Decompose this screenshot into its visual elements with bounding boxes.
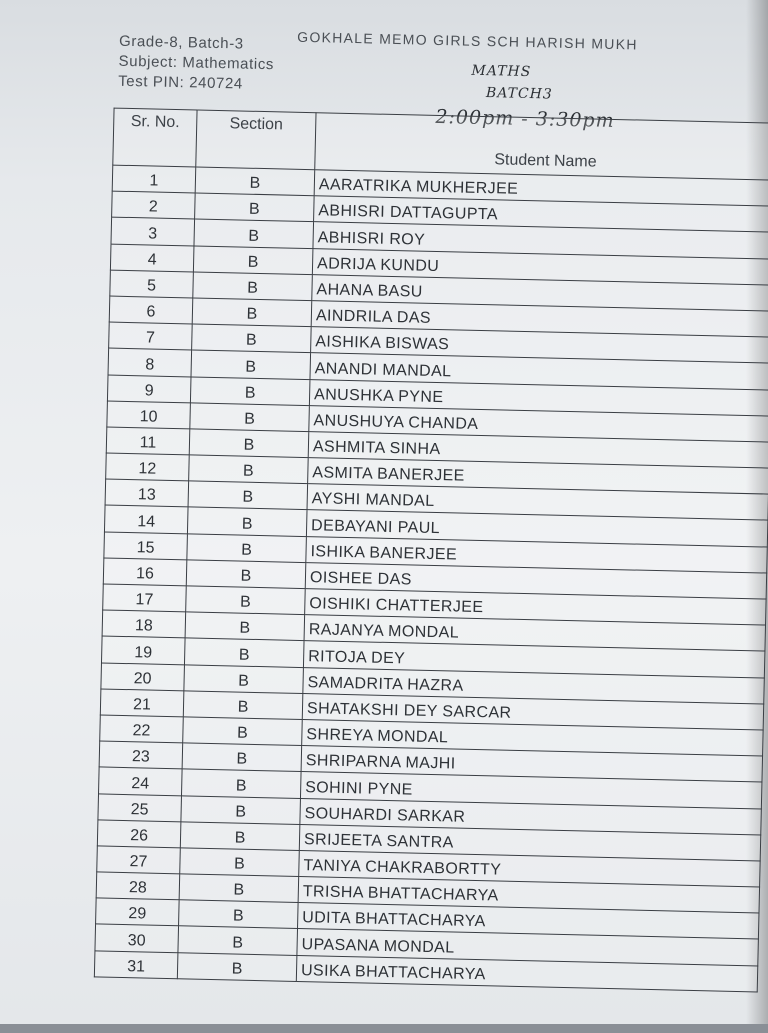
section-cell: B — [179, 900, 299, 929]
sr-no-cell: 17 — [103, 584, 187, 612]
header-sr-no: Sr. No. — [113, 108, 197, 167]
sr-no-cell: 5 — [110, 270, 194, 298]
sr-no-cell: 27 — [97, 846, 181, 874]
student-name-cell: TANIYA CHAKRABORTTY — [299, 850, 760, 887]
student-name-cell: AHANA BASU — [312, 274, 768, 311]
section-cell: B — [195, 193, 315, 222]
student-name-cell: ANUSHUYA CHANDA — [309, 405, 768, 442]
sr-no-cell: 29 — [96, 898, 180, 926]
section-cell: B — [192, 298, 312, 327]
student-name-cell: ABHISRI ROY — [313, 222, 768, 259]
sr-no-cell: 3 — [111, 217, 195, 245]
student-name-cell: RAJANYA MONDAL — [304, 615, 765, 652]
section-cell: B — [190, 403, 310, 432]
student-name-cell: ADRIJA KUNDU — [312, 248, 768, 285]
student-name-cell: SOHINI PYNE — [300, 772, 761, 809]
handwritten-time-note: 2:00pm - 3:30pm — [435, 105, 615, 132]
student-name-cell: AISHIKA BISWAS — [311, 327, 768, 364]
section-cell: B — [181, 795, 301, 824]
section-cell: B — [190, 376, 310, 405]
sr-no-cell: 25 — [98, 793, 182, 821]
section-cell: B — [195, 167, 315, 196]
grade-batch-label: Grade-8, Batch-3 — [118, 32, 244, 53]
sr-no-cell: 22 — [100, 715, 184, 743]
sr-no-cell: 12 — [106, 453, 190, 481]
student-name-cell: SOUHARDI SARKAR — [300, 798, 761, 835]
student-name-cell: RITOJA DEY — [303, 641, 764, 678]
section-cell: B — [186, 560, 306, 589]
student-name-cell: SHRIPARNA MAJHI — [301, 746, 762, 783]
test-pin-label: Test PIN: 240724 — [117, 72, 244, 93]
student-name-cell: AYSHI MANDAL — [307, 484, 768, 521]
section-cell: B — [182, 769, 302, 798]
student-name-cell: ANUSHKA PYNE — [309, 379, 768, 416]
sr-no-cell: 11 — [106, 427, 190, 455]
sr-no-cell: 6 — [109, 296, 193, 324]
student-roster-table — [94, 105, 768, 993]
section-cell: B — [191, 350, 311, 379]
section-cell: B — [192, 324, 312, 353]
sr-no-cell: 2 — [112, 191, 196, 219]
sr-no-cell: 1 — [112, 165, 196, 193]
student-name-cell: AINDRILA DAS — [311, 301, 768, 338]
handwritten-batch-note: BATCH3 — [485, 85, 553, 103]
sr-no-cell: 31 — [94, 951, 178, 979]
section-cell: B — [189, 429, 309, 458]
section-cell: B — [179, 874, 299, 903]
student-name-cell: SRIJEETA SANTRA — [299, 824, 760, 861]
section-cell: B — [178, 926, 298, 955]
section-cell: B — [183, 691, 303, 720]
sr-no-cell: 18 — [102, 610, 186, 638]
sr-no-cell: 15 — [104, 532, 188, 560]
student-name-cell: ABHISRI DATTAGUPTA — [314, 196, 768, 233]
section-cell: B — [188, 481, 308, 510]
section-cell: B — [193, 246, 313, 275]
student-name-cell: DEBAYANI PAUL — [306, 510, 767, 547]
student-name-cell: OISHIKI CHATTERJEE — [305, 589, 766, 626]
section-cell: B — [186, 586, 306, 615]
section-cell: B — [187, 534, 307, 563]
student-name-cell: ISHIKA BANERJEE — [306, 536, 767, 573]
section-cell: B — [185, 612, 305, 641]
sr-no-cell: 21 — [100, 689, 184, 717]
section-cell: B — [187, 507, 307, 536]
sr-no-cell: 19 — [101, 636, 185, 664]
student-name-cell: ASHMITA SINHA — [308, 431, 768, 468]
section-cell: B — [193, 272, 313, 301]
student-name-cell: USIKA BHATTACHARYA — [296, 955, 757, 992]
section-cell: B — [194, 219, 314, 248]
sr-no-cell: 23 — [99, 741, 183, 769]
student-name-cell: OISHEE DAS — [305, 562, 766, 599]
sr-no-cell: 13 — [105, 479, 189, 507]
sr-no-cell: 8 — [108, 348, 192, 376]
section-cell: B — [182, 743, 302, 772]
subject-label: Subject: Mathematics — [118, 52, 275, 74]
sr-no-cell: 7 — [109, 322, 193, 350]
sr-no-cell: 28 — [96, 872, 180, 900]
handwritten-subject-note: MATHS — [471, 62, 532, 81]
sr-no-cell: 16 — [103, 558, 187, 586]
header-student-name: Student Name — [315, 113, 768, 180]
roster-body — [94, 165, 768, 992]
section-cell: B — [183, 717, 303, 746]
sr-no-cell: 24 — [99, 767, 183, 795]
student-name-cell: UDITA BHATTACHARYA — [298, 903, 759, 940]
student-name-cell: SHREYA MONDAL — [302, 719, 763, 756]
section-cell: B — [180, 822, 300, 851]
header-section: Section — [196, 110, 316, 170]
section-cell: B — [180, 848, 300, 877]
student-name-cell: SAMADRITA HAZRA — [303, 667, 764, 704]
sr-no-cell: 4 — [110, 244, 194, 272]
student-name-cell: TRISHA BHATTACHARYA — [298, 877, 759, 914]
sr-no-cell: 9 — [107, 375, 191, 403]
section-cell: B — [184, 664, 304, 693]
sr-no-cell: 10 — [107, 401, 191, 429]
section-cell: B — [177, 952, 297, 981]
section-cell: B — [189, 455, 309, 484]
sr-no-cell: 30 — [95, 924, 179, 952]
student-name-cell: SHATAKSHI DEY SARCAR — [302, 693, 763, 730]
sr-no-cell: 26 — [97, 820, 181, 848]
sr-no-cell: 20 — [101, 663, 185, 691]
section-cell: B — [184, 638, 304, 667]
student-name-cell: AARATRIKA MUKHERJEE — [314, 170, 768, 207]
student-name-cell: UPASANA MONDAL — [297, 929, 758, 966]
school-name: GOKHALE MEMO GIRLS SCH HARISH MUKH — [297, 28, 638, 53]
student-name-cell: ANANDI MANDAL — [310, 353, 768, 390]
student-name-cell: ASMITA BANERJEE — [308, 458, 768, 495]
sr-no-cell: 14 — [104, 505, 188, 533]
